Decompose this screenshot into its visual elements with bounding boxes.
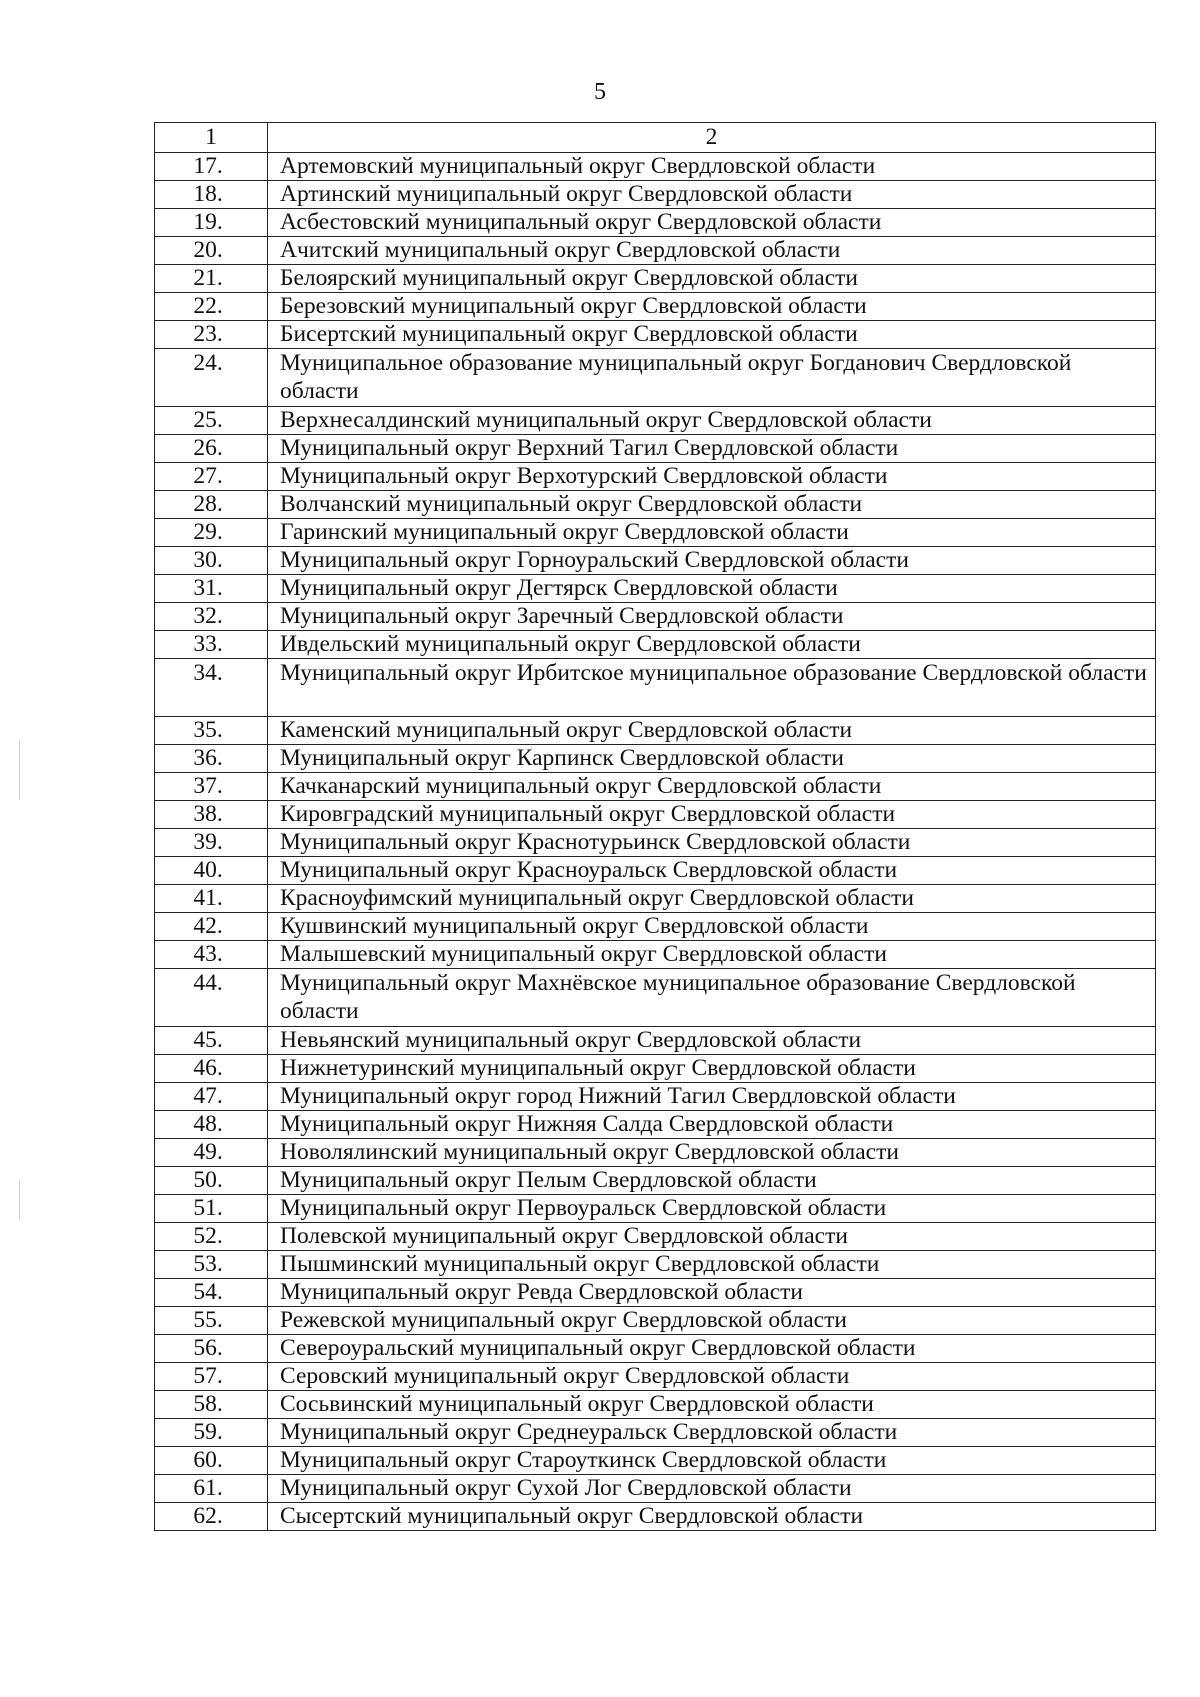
municipality-name: Муниципальный округ Первоуральск Свердловской области bbox=[268, 1195, 1156, 1223]
municipality-name: Кировградский муниципальный округ Свердловской области bbox=[268, 801, 1156, 829]
row-number: 25. bbox=[155, 407, 268, 435]
table-row bbox=[155, 1055, 1156, 1083]
table-row bbox=[155, 237, 1156, 265]
municipality-name: Муниципальный округ Махнёвское муниципальное образование Свердловской области bbox=[268, 969, 1156, 1027]
row-number: 54. bbox=[155, 1279, 268, 1307]
municipality-name: Артинский муниципальный округ Свердловской области bbox=[268, 181, 1156, 209]
row-number: 22. bbox=[155, 293, 268, 321]
municipality-name: Муниципальный округ город Нижний Тагил Свердловской области bbox=[268, 1083, 1156, 1111]
municipality-name: Муниципальный округ Среднеуральск Свердловской области bbox=[268, 1419, 1156, 1447]
municipality-name: Красноуфимский муниципальный округ Свердловской области bbox=[268, 885, 1156, 913]
municipality-name: Нижнетуринский муниципальный округ Свердловской области bbox=[268, 1055, 1156, 1083]
municipality-name: Гаринский муниципальный округ Свердловской области bbox=[268, 519, 1156, 547]
table-row bbox=[155, 321, 1156, 349]
row-number: 55. bbox=[155, 1307, 268, 1335]
table-row bbox=[155, 1195, 1156, 1223]
row-number: 53. bbox=[155, 1251, 268, 1279]
table-row bbox=[155, 717, 1156, 745]
municipality-name: Муниципальный округ Краснотурьинск Свердловской области bbox=[268, 829, 1156, 857]
municipality-name: Белоярский муниципальный округ Свердловской области bbox=[268, 265, 1156, 293]
table-row bbox=[155, 745, 1156, 773]
municipality-name: Березовский муниципальный округ Свердловской области bbox=[268, 293, 1156, 321]
row-number: 59. bbox=[155, 1419, 268, 1447]
row-number: 20. bbox=[155, 237, 268, 265]
table-row bbox=[155, 1335, 1156, 1363]
municipality-name: Муниципальное образование муниципальный округ Богданович Свердловской области bbox=[268, 349, 1156, 407]
row-number: 24. bbox=[155, 349, 268, 407]
table-row bbox=[155, 1363, 1156, 1391]
municipality-name: Качканарский муниципальный округ Свердловской области bbox=[268, 773, 1156, 801]
table-row bbox=[155, 1223, 1156, 1251]
municipality-name: Невьянский муниципальный округ Свердловской области bbox=[268, 1027, 1156, 1055]
row-number: 45. bbox=[155, 1027, 268, 1055]
table-body bbox=[155, 123, 1156, 1531]
table-row bbox=[155, 153, 1156, 181]
row-number: 32. bbox=[155, 603, 268, 631]
table-row bbox=[155, 407, 1156, 435]
municipality-name: Ачитский муниципальный округ Свердловской области bbox=[268, 237, 1156, 265]
table-row bbox=[155, 547, 1156, 575]
municipality-name: Муниципальный округ Красноуральск Свердловской области bbox=[268, 857, 1156, 885]
row-number: 36. bbox=[155, 745, 268, 773]
municipality-name: Пышминский муниципальный округ Свердловской области bbox=[268, 1251, 1156, 1279]
table-row bbox=[155, 1251, 1156, 1279]
municipality-name: Режевской муниципальный округ Свердловской области bbox=[268, 1307, 1156, 1335]
row-number: 37. bbox=[155, 773, 268, 801]
table-row bbox=[155, 885, 1156, 913]
table-row bbox=[155, 519, 1156, 547]
row-number: 29. bbox=[155, 519, 268, 547]
municipalities-table bbox=[154, 122, 1156, 1531]
row-number: 35. bbox=[155, 717, 268, 745]
row-number: 51. bbox=[155, 1195, 268, 1223]
table-row bbox=[155, 941, 1156, 969]
table-row bbox=[155, 181, 1156, 209]
municipality-name: Кушвинский муниципальный округ Свердловской области bbox=[268, 913, 1156, 941]
row-number: 33. bbox=[155, 631, 268, 659]
table-row bbox=[155, 1447, 1156, 1475]
row-number: 62. bbox=[155, 1503, 268, 1531]
municipality-name: Муниципальный округ Карпинск Свердловской области bbox=[268, 745, 1156, 773]
municipality-name: Муниципальный округ Сухой Лог Свердловской области bbox=[268, 1475, 1156, 1503]
table-row bbox=[155, 603, 1156, 631]
municipality-name: Североуральский муниципальный округ Свердловской области bbox=[268, 1335, 1156, 1363]
table-row bbox=[155, 1139, 1156, 1167]
table-row bbox=[155, 1279, 1156, 1307]
municipality-name: Муниципальный округ Ревда Свердловской области bbox=[268, 1279, 1156, 1307]
row-number: 38. bbox=[155, 801, 268, 829]
municipality-name: Муниципальный округ Нижняя Салда Свердловской области bbox=[268, 1111, 1156, 1139]
row-number: 48. bbox=[155, 1111, 268, 1139]
municipality-name: Муниципальный округ Горноуральский Свердловской области bbox=[268, 547, 1156, 575]
row-number: 40. bbox=[155, 857, 268, 885]
municipality-name: Муниципальный округ Заречный Свердловской области bbox=[268, 603, 1156, 631]
row-number: 30. bbox=[155, 547, 268, 575]
row-number: 26. bbox=[155, 435, 268, 463]
municipality-name: Ивдельский муниципальный округ Свердловской области bbox=[268, 631, 1156, 659]
row-number: 42. bbox=[155, 913, 268, 941]
municipality-name: Муниципальный округ Ирбитское муниципальное образование Свердловской области bbox=[268, 659, 1156, 717]
table-row bbox=[155, 349, 1156, 407]
table-row bbox=[155, 1475, 1156, 1503]
municipality-name: Муниципальный округ Дегтярск Свердловской области bbox=[268, 575, 1156, 603]
row-number: 21. bbox=[155, 265, 268, 293]
table-row bbox=[155, 857, 1156, 885]
column-header-name: 2 bbox=[268, 123, 1156, 153]
table-row bbox=[155, 265, 1156, 293]
row-number: 44. bbox=[155, 969, 268, 1027]
municipality-name: Асбестовский муниципальный округ Свердловской области bbox=[268, 209, 1156, 237]
municipality-name: Сысертский муниципальный округ Свердловской области bbox=[268, 1503, 1156, 1531]
municipality-name: Муниципальный округ Верхний Тагил Свердловской области bbox=[268, 435, 1156, 463]
table-row bbox=[155, 801, 1156, 829]
scan-margin-mark bbox=[19, 740, 20, 800]
municipality-name: Муниципальный округ Староуткинск Свердловской области bbox=[268, 1447, 1156, 1475]
row-number: 56. bbox=[155, 1335, 268, 1363]
table-row bbox=[155, 1391, 1156, 1419]
municipality-name: Сосьвинский муниципальный округ Свердловской области bbox=[268, 1391, 1156, 1419]
row-number: 46. bbox=[155, 1055, 268, 1083]
row-number: 28. bbox=[155, 491, 268, 519]
table-row bbox=[155, 1027, 1156, 1055]
municipality-name: Муниципальный округ Пелым Свердловской области bbox=[268, 1167, 1156, 1195]
row-number: 23. bbox=[155, 321, 268, 349]
column-header-number: 1 bbox=[155, 123, 268, 153]
table-row bbox=[155, 773, 1156, 801]
row-number: 41. bbox=[155, 885, 268, 913]
row-number: 52. bbox=[155, 1223, 268, 1251]
table-row bbox=[155, 293, 1156, 321]
row-number: 57. bbox=[155, 1363, 268, 1391]
row-number: 50. bbox=[155, 1167, 268, 1195]
municipality-name: Серовский муниципальный округ Свердловской области bbox=[268, 1363, 1156, 1391]
municipality-name: Артемовский муниципальный округ Свердловской области bbox=[268, 153, 1156, 181]
table-row bbox=[155, 1111, 1156, 1139]
table-row bbox=[155, 575, 1156, 603]
row-number: 31. bbox=[155, 575, 268, 603]
table-row bbox=[155, 209, 1156, 237]
row-number: 58. bbox=[155, 1391, 268, 1419]
row-number: 43. bbox=[155, 941, 268, 969]
row-number: 19. bbox=[155, 209, 268, 237]
table-row bbox=[155, 1083, 1156, 1111]
row-number: 47. bbox=[155, 1083, 268, 1111]
page-number: 5 bbox=[594, 79, 606, 105]
table-row bbox=[155, 491, 1156, 519]
row-number: 61. bbox=[155, 1475, 268, 1503]
table-row bbox=[155, 1503, 1156, 1531]
table-row bbox=[155, 463, 1156, 491]
table-row bbox=[155, 1419, 1156, 1447]
row-number: 18. bbox=[155, 181, 268, 209]
municipality-name: Полевской муниципальный округ Свердловской области bbox=[268, 1223, 1156, 1251]
row-number: 17. bbox=[155, 153, 268, 181]
table-header-row bbox=[155, 123, 1156, 153]
municipality-name: Муниципальный округ Верхотурский Свердловской области bbox=[268, 463, 1156, 491]
municipality-name: Каменский муниципальный округ Свердловской области bbox=[268, 717, 1156, 745]
table-row bbox=[155, 1167, 1156, 1195]
municipality-name: Малышевский муниципальный округ Свердловской области bbox=[268, 941, 1156, 969]
table-row bbox=[155, 435, 1156, 463]
row-number: 34. bbox=[155, 659, 268, 717]
municipality-name: Волчанский муниципальный округ Свердловской области bbox=[268, 491, 1156, 519]
row-number: 27. bbox=[155, 463, 268, 491]
row-number: 49. bbox=[155, 1139, 268, 1167]
table-row bbox=[155, 631, 1156, 659]
municipality-name: Бисертский муниципальный округ Свердловской области bbox=[268, 321, 1156, 349]
table-row bbox=[155, 969, 1156, 1027]
row-number: 60. bbox=[155, 1447, 268, 1475]
table-row bbox=[155, 829, 1156, 857]
municipality-name: Верхнесалдинский муниципальный округ Свердловской области bbox=[268, 407, 1156, 435]
table-row bbox=[155, 659, 1156, 717]
scan-margin-mark bbox=[19, 1180, 20, 1220]
row-number: 39. bbox=[155, 829, 268, 857]
table-row bbox=[155, 913, 1156, 941]
table-row bbox=[155, 1307, 1156, 1335]
municipality-name: Новолялинский муниципальный округ Свердловской области bbox=[268, 1139, 1156, 1167]
